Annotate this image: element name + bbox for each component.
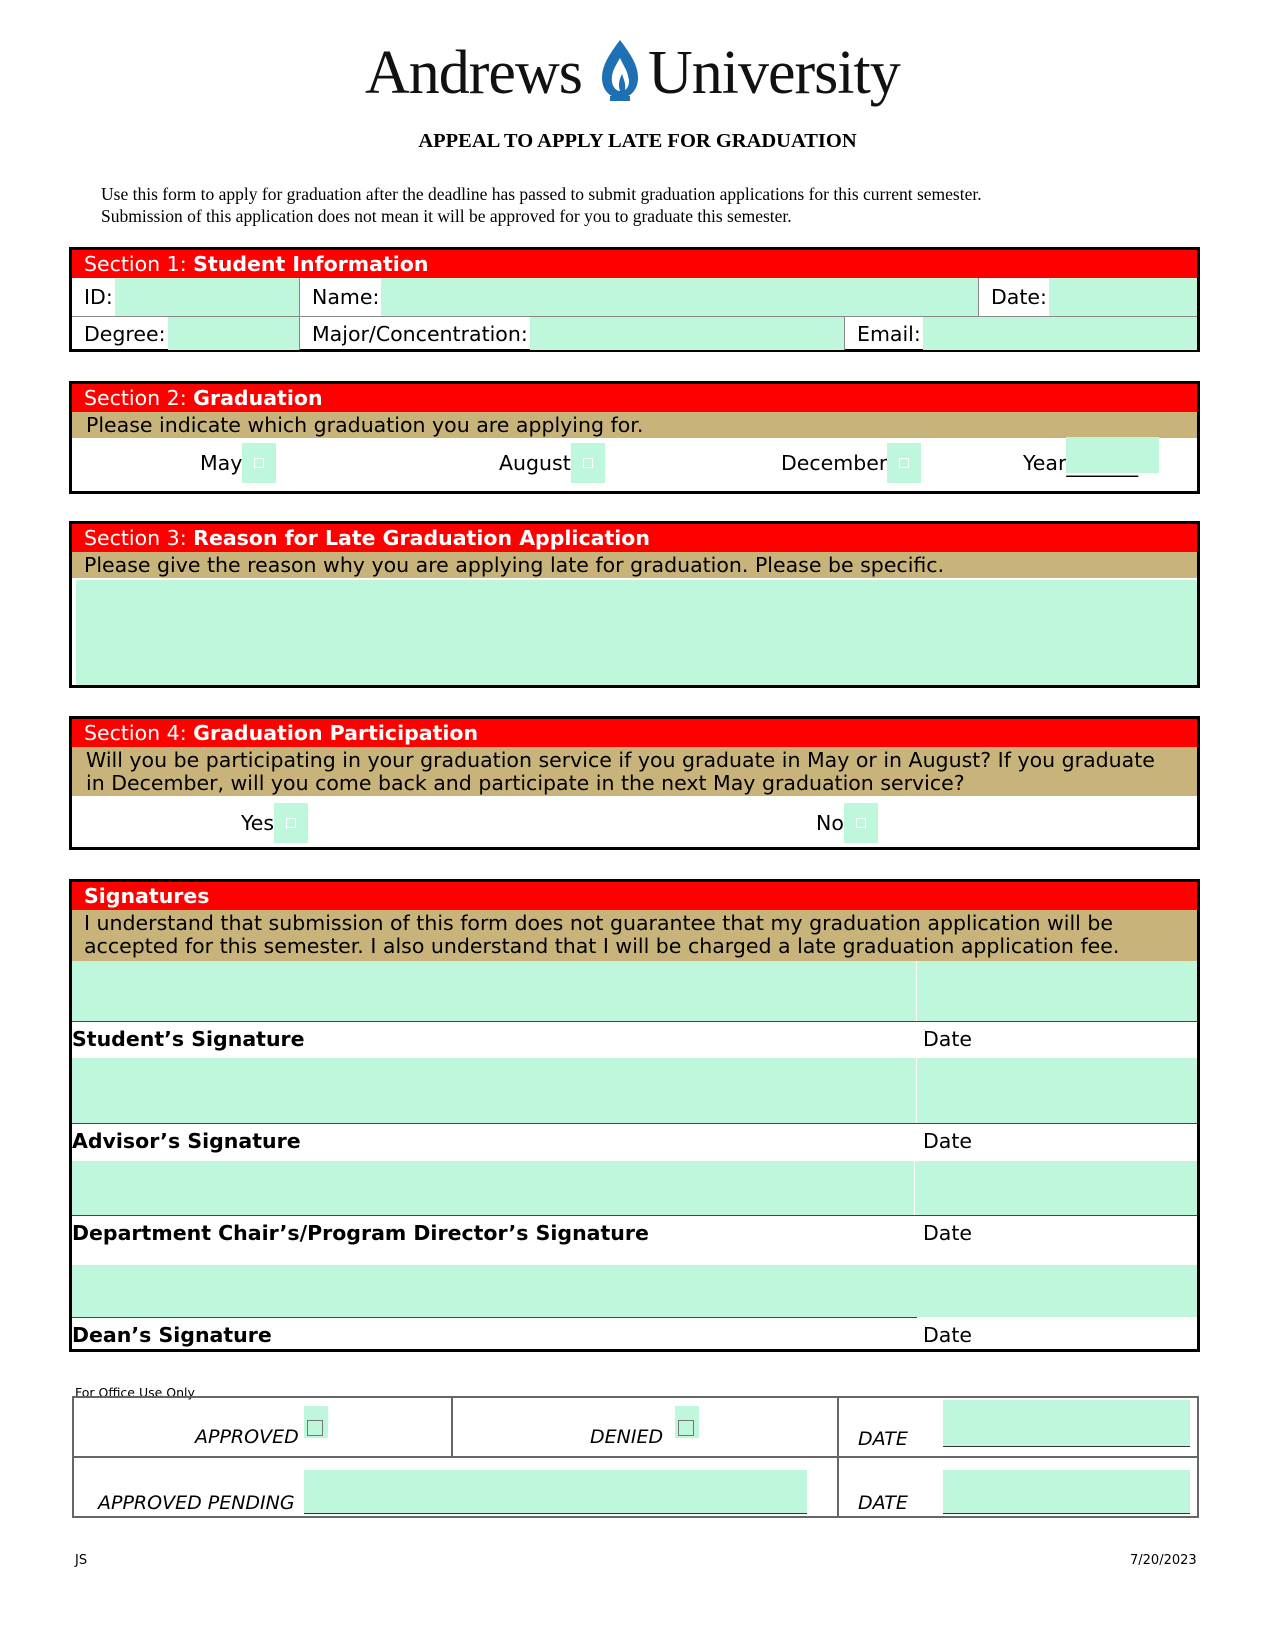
approved-pending-field[interactable] xyxy=(304,1470,807,1514)
approved-pending-label: APPROVED PENDING xyxy=(98,1492,295,1514)
dean-date-label: Date xyxy=(923,1323,972,1347)
section-1-header xyxy=(72,250,1197,278)
section-participation xyxy=(69,716,1200,850)
degree-field[interactable] xyxy=(168,317,299,350)
option-yes xyxy=(241,803,308,843)
section-4-title: Graduation Participation xyxy=(193,721,479,745)
email-field[interactable] xyxy=(923,317,1197,350)
logo-word-andrews: Andrews xyxy=(365,39,582,107)
form-title: APPEAL TO APPLY LATE FOR GRADUATION xyxy=(418,130,857,152)
dean-signature-field[interactable] xyxy=(72,1265,1197,1317)
option-no xyxy=(816,803,878,843)
section-1-row-1 xyxy=(72,278,1197,316)
august-label: August xyxy=(499,451,571,475)
december-checkbox[interactable] xyxy=(887,443,921,483)
section-graduation xyxy=(69,381,1200,494)
option-december xyxy=(781,443,921,483)
student-signature-label: Student’s Signature xyxy=(72,1027,305,1051)
signatures-header xyxy=(72,882,1197,910)
approved-label: APPROVED xyxy=(195,1426,299,1448)
office-row-divider xyxy=(74,1456,1197,1458)
id-label: ID: xyxy=(84,285,113,309)
no-label: No xyxy=(816,811,844,835)
section-3-prefix: Section 3: xyxy=(84,526,194,550)
student-date-field[interactable] xyxy=(917,961,1197,1021)
section-1-prefix: Section 1: xyxy=(84,252,194,276)
office-date-label-1: DATE xyxy=(858,1428,908,1450)
university-logo xyxy=(365,38,910,108)
date-field[interactable] xyxy=(1049,278,1197,316)
intro-line-2: Submission of this application does not mean it will be approved for you to graduate this semester. xyxy=(101,206,792,226)
approved-checkbox[interactable] xyxy=(304,1406,328,1438)
year-label: Year xyxy=(1023,451,1067,475)
option-may xyxy=(200,443,276,483)
footer-date: 7/20/2023 xyxy=(1130,1553,1197,1568)
department-chair-date-field[interactable] xyxy=(915,1161,1197,1215)
logo-word-university: University xyxy=(648,39,900,107)
office-use-caption: For Office Use Only xyxy=(75,1385,195,1400)
section-4-instruction xyxy=(72,747,1197,796)
august-checkbox[interactable] xyxy=(571,443,605,483)
section-3-title: Reason for Late Graduation Application xyxy=(193,526,650,550)
advisor-date-field[interactable] xyxy=(917,1058,1197,1123)
intro-line-1: Use this form to apply for graduation after the deadline has passed to submit graduation applications for this current semester. xyxy=(101,184,982,204)
may-checkbox[interactable] xyxy=(242,443,276,483)
option-year xyxy=(1023,443,1159,483)
december-label: December xyxy=(781,451,888,475)
name-label: Name: xyxy=(312,285,380,309)
name-cell xyxy=(300,278,979,316)
signatures-statement-line-2: accepted for this semester. I also understand that I will be charged a late graduation application fee. xyxy=(84,934,1120,958)
denied-label: DENIED xyxy=(590,1426,664,1448)
no-checkbox[interactable] xyxy=(844,803,878,843)
major-field[interactable] xyxy=(530,317,844,350)
signatures-statement-line-1: I understand that submission of this form does not guarantee that my graduation application will be xyxy=(84,911,1114,935)
department-chair-date-label: Date xyxy=(923,1221,972,1245)
section-2-instruction: Please indicate which graduation you are applying for. xyxy=(72,412,1197,438)
degree-cell xyxy=(72,317,300,350)
student-date-label: Date xyxy=(923,1027,972,1051)
approved-pending-underline xyxy=(304,1513,807,1514)
option-august xyxy=(499,443,605,483)
date-label: Date: xyxy=(991,285,1047,309)
advisor-signature-field[interactable] xyxy=(72,1058,916,1123)
major-cell xyxy=(300,317,845,350)
flame-icon xyxy=(598,38,642,102)
office-date-field-2[interactable] xyxy=(943,1470,1190,1513)
signatures-title: Signatures xyxy=(84,884,210,908)
yes-checkbox[interactable] xyxy=(274,803,308,843)
section-3-header xyxy=(72,524,1197,552)
id-field[interactable] xyxy=(115,278,299,316)
section-4-header xyxy=(72,719,1197,747)
reason-textarea[interactable] xyxy=(76,580,1197,685)
student-signature-line xyxy=(72,1021,1197,1022)
may-label: May xyxy=(200,451,243,475)
footer-initials: JS xyxy=(75,1553,88,1568)
section-signatures xyxy=(69,879,1200,1352)
section-3-instruction: Please give the reason why you are applying late for graduation. Please be specific. xyxy=(72,552,1197,578)
section-1-title: Student Information xyxy=(193,252,429,276)
section-4-prefix: Section 4: xyxy=(84,721,194,745)
id-cell xyxy=(72,278,300,316)
major-label: Major/Concentration: xyxy=(312,321,528,346)
yes-label: Yes xyxy=(241,811,275,835)
advisor-signature-line xyxy=(72,1123,1197,1124)
department-chair-signature-label: Department Chair’s/Program Director’s Signature xyxy=(72,1221,649,1245)
office-date-field-1[interactable] xyxy=(943,1400,1190,1446)
department-chair-signature-field[interactable] xyxy=(72,1161,914,1215)
denied-checkbox[interactable] xyxy=(675,1406,699,1438)
year-field[interactable] xyxy=(1066,443,1159,483)
section-1-row-2 xyxy=(72,316,1197,350)
email-cell xyxy=(845,317,1197,350)
office-use-table xyxy=(72,1396,1199,1518)
date-cell xyxy=(979,278,1197,316)
degree-label: Degree: xyxy=(84,321,166,346)
dean-signature-line xyxy=(72,1317,917,1318)
advisor-signature-label: Advisor’s Signature xyxy=(72,1129,301,1153)
office-date-label-2: DATE xyxy=(858,1492,908,1514)
signatures-statement xyxy=(72,910,1197,961)
section-student-information xyxy=(69,247,1200,352)
intro-text xyxy=(101,183,1201,227)
section-4-instruction-line-1: Will you be participating in your graduation service if you graduate in May or in August? If you graduate xyxy=(86,748,1155,772)
student-signature-field[interactable] xyxy=(72,961,916,1021)
year-blank: _______ xyxy=(1066,453,1139,477)
section-2-header xyxy=(72,384,1197,412)
office-date-underline-1 xyxy=(943,1446,1190,1447)
office-divider-1 xyxy=(451,1398,453,1457)
section-2-prefix: Section 2: xyxy=(84,386,194,410)
section-4-instruction-line-2: in December, will you come back and participate in the next May graduation service? xyxy=(86,771,965,795)
email-label: Email: xyxy=(857,321,921,346)
section-2-title: Graduation xyxy=(193,386,323,410)
name-field[interactable] xyxy=(381,278,978,316)
office-date-underline-2 xyxy=(943,1513,1190,1514)
advisor-date-label: Date xyxy=(923,1129,972,1153)
dean-signature-label: Dean’s Signature xyxy=(72,1323,272,1347)
section-reason xyxy=(69,521,1200,688)
department-chair-signature-line xyxy=(72,1215,1197,1216)
